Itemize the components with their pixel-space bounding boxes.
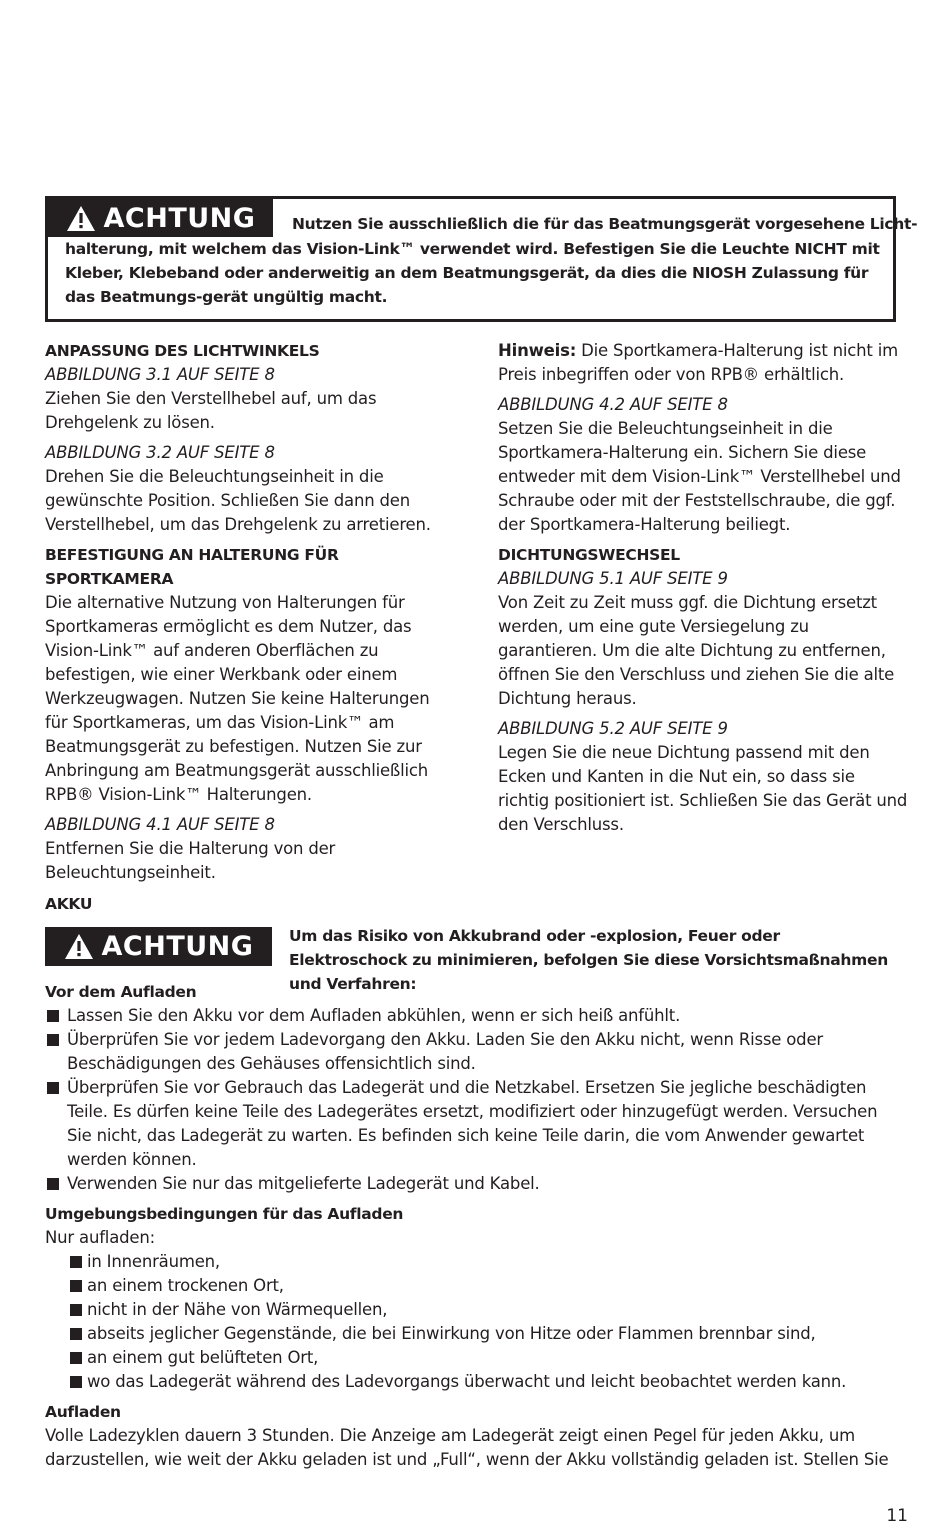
note [498,339,908,387]
charging-section [45,1400,905,1472]
warning-triangle-icon [66,205,96,232]
bullet-square-icon [47,1082,59,1094]
paragraph: Drehen Sie die Beleuchtungseinheit in die gewünschte Position. Schließen Sie dann den Verstellhebel, um das Drehgelenk zu arretieren. [45,467,431,534]
warning-badge [48,199,273,237]
before-charging-section [45,980,905,1196]
warning-triangle-icon [64,933,94,960]
battery-warning-badge [45,927,272,966]
before-charging-heading: Vor dem Aufladen [45,983,197,1001]
warning-badge-label: ACHTUNG [103,202,256,234]
charging-heading: Aufladen [45,1403,121,1421]
bullet-square-icon [47,1034,59,1046]
bullet-square-icon [70,1328,82,1340]
figure-reference: ABBILDUNG 3.1 AUF SEITE 8 [45,365,275,384]
list-item: Überprüfen Sie vor Gebrauch das Ladegerät und die Netzkabel. Ersetzen Sie jegliche beschädigten Teile. Es dürfen keine Teile des Ladegerätes ersetzt, modifiziert oder hinzugefügt werden. Versuchen Sie nicht, das Ladegerät zu warten. Es befinden sich keine Teile darin, die vom Anwender gewartet werden können. [45,1076,905,1172]
warning-box-light-mount [45,196,918,322]
figure-reference: ABBILDUNG 5.1 AUF SEITE 9 [498,569,728,588]
bullet-square-icon [70,1376,82,1388]
list-item: abseits jeglicher Gegenstände, die bei Einwirkung von Hitze oder Flammen brennbar sind, [45,1322,905,1346]
list-item: nicht in der Nähe von Wärmequellen, [45,1298,905,1322]
paragraph: Setzen Sie die Beleuchtungseinheit in die Sportkamera-Halterung ein. Sichern Sie diese entweder mit dem Vision-Link™ Verstellhebel und Schraube oder mit der Feststellschraube, die ggf. der Sportkamera-Halterung beiliegt. [498,419,901,534]
list-item: an einem gut belüfteten Ort, [45,1346,905,1370]
bullet-square-icon [70,1280,82,1292]
charging-text: Volle Ladezyklen dauern 3 Stunden. Die Anzeige am Ladegerät zeigt einen Pegel für jeden Akku, um darzustellen, wie weit der Akku geladen ist und „Full“, wenn der Akku vollständig geladen ist. Stellen Sie [45,1426,889,1469]
battery-warning-text: Um das Risiko von Akkubrand oder -explosion, Feuer oder Elektroschock zu minimieren, befolgen Sie diese Vorsichtsmaßnahmen und Verfahren: [289,927,888,993]
section-heading-seal-replacement: DICHTUNGSWECHSEL [498,546,680,564]
list-item: Überprüfen Sie vor jedem Ladevorgang den Akku. Laden Sie den Akku nicht, wenn Risse oder Beschädigungen des Gehäuses offensichtlich sind. [45,1028,905,1076]
list-item: Lassen Sie den Akku vor dem Aufladen abkühlen, wenn er sich heiß anfühlt. [45,1004,905,1028]
figure-reference: ABBILDUNG 3.2 AUF SEITE 8 [45,443,275,462]
paragraph: Von Zeit zu Zeit muss ggf. die Dichtung ersetzt werden, um eine gute Versiegelung zu garantieren. Um die alte Dichtung zu entfernen, öffnen Sie den Verschluss und ziehen Sie die alte Dichtung heraus. [498,593,895,708]
paragraph: Legen Sie die neue Dichtung passend mit den Ecken und Kanten in die Nut ein, so dass sie richtig positioniert ist. Schließen Sie das Gerät und den Verschluss. [498,743,908,834]
list-item: an einem trockenen Ort, [45,1274,905,1298]
section-heading-sport-camera-mount: BEFESTIGUNG AN HALTERUNG FÜR SPORTKAMERA [45,546,339,588]
note-text: Die Sportkamera-Halterung ist nicht im Preis inbegriffen oder von RPB® erhältlich. [498,341,898,384]
list-item: in Innenräumen, [45,1250,905,1274]
section-heading-light-angle: ANPASSUNG DES LICHTWINKELS [45,342,320,360]
warning-badge-label: ACHTUNG [101,931,254,962]
figure-reference: ABBILDUNG 4.2 AUF SEITE 8 [498,395,728,414]
bullet-square-icon [70,1352,82,1364]
charging-environment-intro: Nur aufladen: [45,1228,155,1247]
paragraph: Ziehen Sie den Verstellhebel auf, um das Drehgelenk zu lösen. [45,389,377,432]
note-label: Hinweis: [498,341,577,360]
list-item: wo das Ladegerät während des Ladevorgangs überwacht und leicht beobachtet werden kann. [45,1370,905,1394]
page-number: 11 [886,1506,908,1526]
paragraph: Die alternative Nutzung von Halterungen für Sportkameras ermöglicht es dem Nutzer, das Vision-Link™ auf anderen Oberflächen zu befestigen, wie einer Werkbank oder einem Werkzeugwagen. Nutzen Sie keine Halterungen für Sportkameras, um das Vision-Link™ am Beatmungsgerät zu befestigen. Nutzen Sie zur Anbringung am Beatmungsgerät ausschließlich RPB® Vision-Link™ Halterungen. [45,593,430,804]
figure-reference: ABBILDUNG 5.2 AUF SEITE 9 [498,719,728,738]
charging-environment-section [45,1202,905,1394]
bullet-square-icon [47,1178,59,1190]
bullet-square-icon [70,1304,82,1316]
left-column [45,339,455,891]
paragraph: Entfernen Sie die Halterung von der Beleuchtungseinheit. [45,839,336,882]
bullet-square-icon [70,1256,82,1268]
charging-environment-heading: Umgebungsbedingungen für das Aufladen [45,1205,404,1223]
list-item: Verwenden Sie nur das mitgelieferte Ladegerät und Kabel. [45,1172,905,1196]
warning-text-first-line: Nutzen Sie ausschließlich die für das Beatmungsgerät vorgesehene Licht- [292,215,918,233]
warning-text: halterung, mit welchem das Vision-Link™ verwendet wird. Befestigen Sie die Leuchte NICHT mit Kleber, Klebeband oder anderweitig an dem Beatmungsgerät, da dies die NIOSH Zulassung für das Beatmungs-gerät ungültig macht. [65,240,880,306]
right-column [498,339,908,843]
figure-reference: ABBILDUNG 4.1 AUF SEITE 8 [45,815,275,834]
bullet-square-icon [47,1010,59,1022]
section-heading-battery: AKKU [45,895,93,913]
